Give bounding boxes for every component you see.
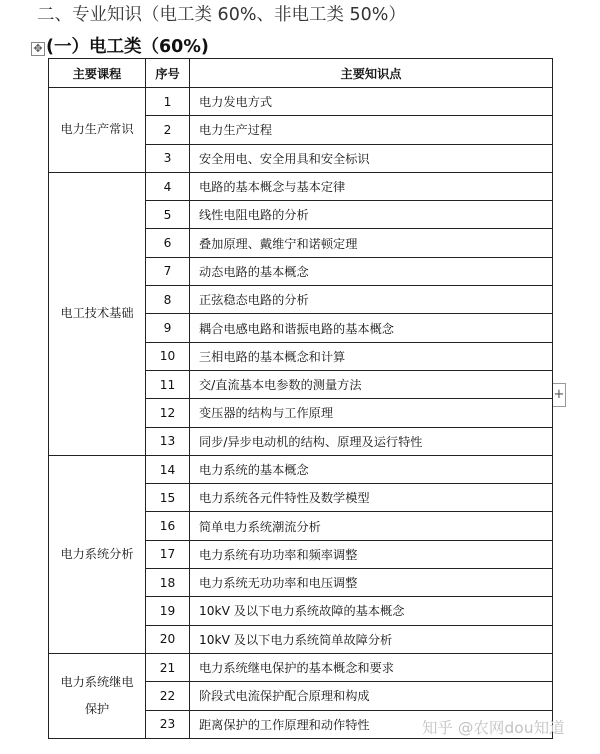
number-cell: 16: [146, 512, 190, 540]
table-header-row: [49, 59, 553, 88]
knowledge-point-cell: 10kV 及以下电力系统简单故障分析: [190, 625, 553, 653]
number-cell: 12: [146, 399, 190, 427]
knowledge-point-cell: 耦合电感电路和谐振电路的基本概念: [190, 314, 553, 342]
knowledge-point-cell: 叠加原理、戴维宁和诺顿定理: [190, 229, 553, 257]
knowledge-point-cell: 电力系统继电保护的基本概念和要求: [190, 653, 553, 681]
header-knowledge-point: 主要知识点: [190, 59, 553, 88]
number-cell: 13: [146, 427, 190, 455]
course-cell: 电力系统分析: [49, 455, 146, 653]
number-cell: 19: [146, 597, 190, 625]
knowledge-point-cell: 线性电阻电路的分析: [190, 201, 553, 229]
number-cell: 6: [146, 229, 190, 257]
number-cell: 4: [146, 172, 190, 200]
knowledge-point-cell: 简单电力系统潮流分析: [190, 512, 553, 540]
section-heading: 二、专业知识（电工类 60%、非电工类 50%）: [37, 5, 406, 25]
number-cell: 20: [146, 625, 190, 653]
knowledge-point-cell: 三相电路的基本概念和计算: [190, 342, 553, 370]
number-cell: 21: [146, 653, 190, 681]
sub-heading: (一）电工类（60%): [46, 37, 209, 57]
table-row: [49, 653, 553, 681]
knowledge-point-cell: 电力系统有功功率和频率调整: [190, 540, 553, 568]
number-cell: 15: [146, 484, 190, 512]
number-cell: 11: [146, 370, 190, 398]
number-cell: 7: [146, 257, 190, 285]
knowledge-table: [48, 58, 553, 739]
number-cell: 10: [146, 342, 190, 370]
knowledge-point-cell: 电力系统的基本概念: [190, 455, 553, 483]
header-number: 序号: [146, 59, 190, 88]
knowledge-point-cell: 同步/异步电动机的结构、原理及运行特性: [190, 427, 553, 455]
knowledge-point-cell: 电力系统各元件特性及数学模型: [190, 484, 553, 512]
number-cell: 17: [146, 540, 190, 568]
course-cell: 电工技术基础: [49, 172, 146, 455]
knowledge-point-cell: 电路的基本概念与基本定律: [190, 172, 553, 200]
number-cell: 22: [146, 682, 190, 710]
knowledge-point-cell: 电力生产过程: [190, 116, 553, 144]
number-cell: 18: [146, 569, 190, 597]
knowledge-point-cell: 交/直流基本电参数的测量方法: [190, 370, 553, 398]
knowledge-point-cell: 电力发电方式: [190, 88, 553, 116]
watermark: 知乎 @农网dou知道: [422, 719, 565, 737]
knowledge-point-cell: 安全用电、安全用具和安全标识: [190, 144, 553, 172]
number-cell: 2: [146, 116, 190, 144]
header-course: 主要课程: [49, 59, 146, 88]
number-cell: 14: [146, 455, 190, 483]
knowledge-point-cell: 动态电路的基本概念: [190, 257, 553, 285]
number-cell: 3: [146, 144, 190, 172]
knowledge-point-cell: 正弦稳态电路的分析: [190, 286, 553, 314]
knowledge-point-cell: 距离保护的工作原理和动作特性: [190, 710, 553, 738]
plus-icon[interactable]: +: [552, 383, 566, 407]
course-cell: 电力系统继电保护: [49, 653, 146, 738]
table-row: [49, 455, 553, 483]
course-cell: 电力生产常识: [49, 88, 146, 173]
number-cell: 8: [146, 286, 190, 314]
number-cell: 23: [146, 710, 190, 738]
knowledge-point-cell: 10kV 及以下电力系统故障的基本概念: [190, 597, 553, 625]
number-cell: 9: [146, 314, 190, 342]
table-body: [49, 88, 553, 739]
table-row: [49, 172, 553, 200]
number-cell: 5: [146, 201, 190, 229]
table-row: [49, 88, 553, 116]
number-cell: 1: [146, 88, 190, 116]
knowledge-point-cell: 电力系统无功功率和电压调整: [190, 569, 553, 597]
knowledge-point-cell: 变压器的结构与工作原理: [190, 399, 553, 427]
move-icon[interactable]: ✥: [31, 42, 45, 56]
knowledge-point-cell: 阶段式电流保护配合原理和构成: [190, 682, 553, 710]
